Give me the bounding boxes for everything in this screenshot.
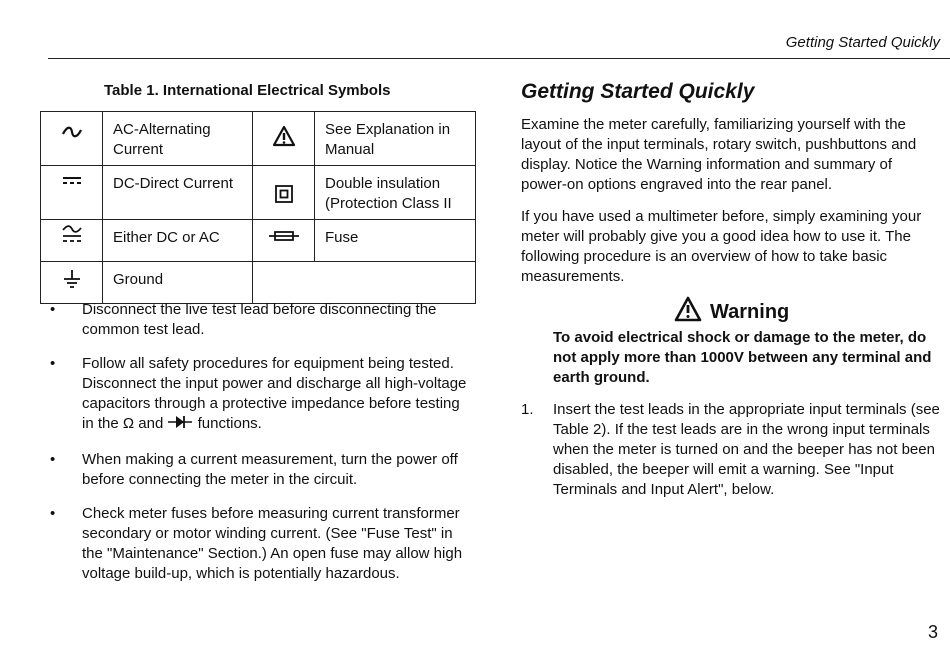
bullet-marker: • (50, 355, 56, 372)
table-row (41, 262, 476, 304)
warning-triangle-icon (674, 296, 702, 328)
bullet-marker: • (50, 451, 56, 468)
warning-label: Warning (710, 300, 790, 323)
list-item (48, 504, 473, 584)
table-cell: DC-Direct Current (103, 166, 253, 220)
step-number: 1. (521, 401, 534, 418)
running-header: Getting Started Quickly (785, 34, 940, 51)
procedure-step (521, 400, 941, 500)
table-row (41, 166, 476, 220)
step-text: Insert the test leads in the appropriate input terminals (see Table 2). If the test leads are in the wrong input terminals when the meter is turned on and the beeper has not been disabled, the beeper will emit a warning. See "Input Terminals and Input Alert", below. (553, 401, 940, 498)
intro-paragraph: Examine the meter carefully, familiarizing yourself with the layout of the input terminals, rotary switch, pushbuttons and display. Notice the Warning information and summary of power-on options engraved into the rear panel. (521, 116, 917, 193)
table-cell: Ground (103, 262, 253, 304)
fuse-icon (253, 220, 315, 262)
bullet-marker: • (50, 505, 56, 522)
table-cell: Fuse (315, 220, 476, 262)
and-text: and (138, 415, 164, 432)
list-item (48, 450, 473, 490)
table-cell: See Explanation in Manual (315, 112, 476, 166)
omega-symbol: Ω (122, 415, 135, 432)
header-rule (48, 58, 950, 59)
bullet-text: When making a current measurement, turn the power off before connecting the meter in the circuit. (82, 451, 458, 488)
table-cell-empty (253, 262, 476, 304)
warning-heading (674, 296, 789, 328)
double-insulation-icon (253, 166, 315, 220)
bullet-text: Follow all safety procedures for equipment being tested. Disconnect the input power and discharge all high-voltage capacitors through a protective impedance before testing in the (82, 355, 467, 432)
bullet-text: Disconnect the live test lead before disconnecting the common test lead. (82, 301, 437, 338)
list-item (48, 354, 473, 436)
table-row (41, 220, 476, 262)
overview-paragraph: If you have used a multimeter before, simply examining your meter will probably give you a good idea how to use it. The following procedure is an overview of how to take basic measurements. (521, 208, 922, 285)
ac-sine-icon (41, 112, 103, 166)
ground-icon (41, 262, 103, 304)
functions-text: functions. (197, 415, 262, 432)
table-cell: AC-Alternating Current (103, 112, 253, 166)
page-number: 3 (927, 622, 938, 642)
table-cell: Double insulation (Protection Class II (315, 166, 476, 220)
table-cell: Either DC or AC (103, 220, 253, 262)
bullet-text: Check meter fuses before measuring current transformer secondary or motor winding current. (See "Fuse Test" in the "Maintenance" Section.) An open fuse may allow high voltage build-up, which is potentially hazardous. (82, 505, 463, 582)
ac-dc-icon (41, 220, 103, 262)
dc-direct-icon (41, 166, 103, 220)
table-row (41, 112, 476, 166)
table-caption: Table 1. International Electrical Symbols (104, 82, 391, 99)
bullet-marker: • (50, 301, 56, 318)
warning-text: To avoid electrical shock or damage to the meter, do not apply more than 1000V between any terminal and earth ground. (553, 329, 932, 386)
diode-icon (167, 414, 193, 436)
warning-triangle-icon (253, 112, 315, 166)
symbols-table (40, 111, 476, 304)
section-title: Getting Started Quickly (521, 80, 755, 103)
safety-bullet-list (48, 300, 473, 598)
list-item (48, 300, 473, 340)
